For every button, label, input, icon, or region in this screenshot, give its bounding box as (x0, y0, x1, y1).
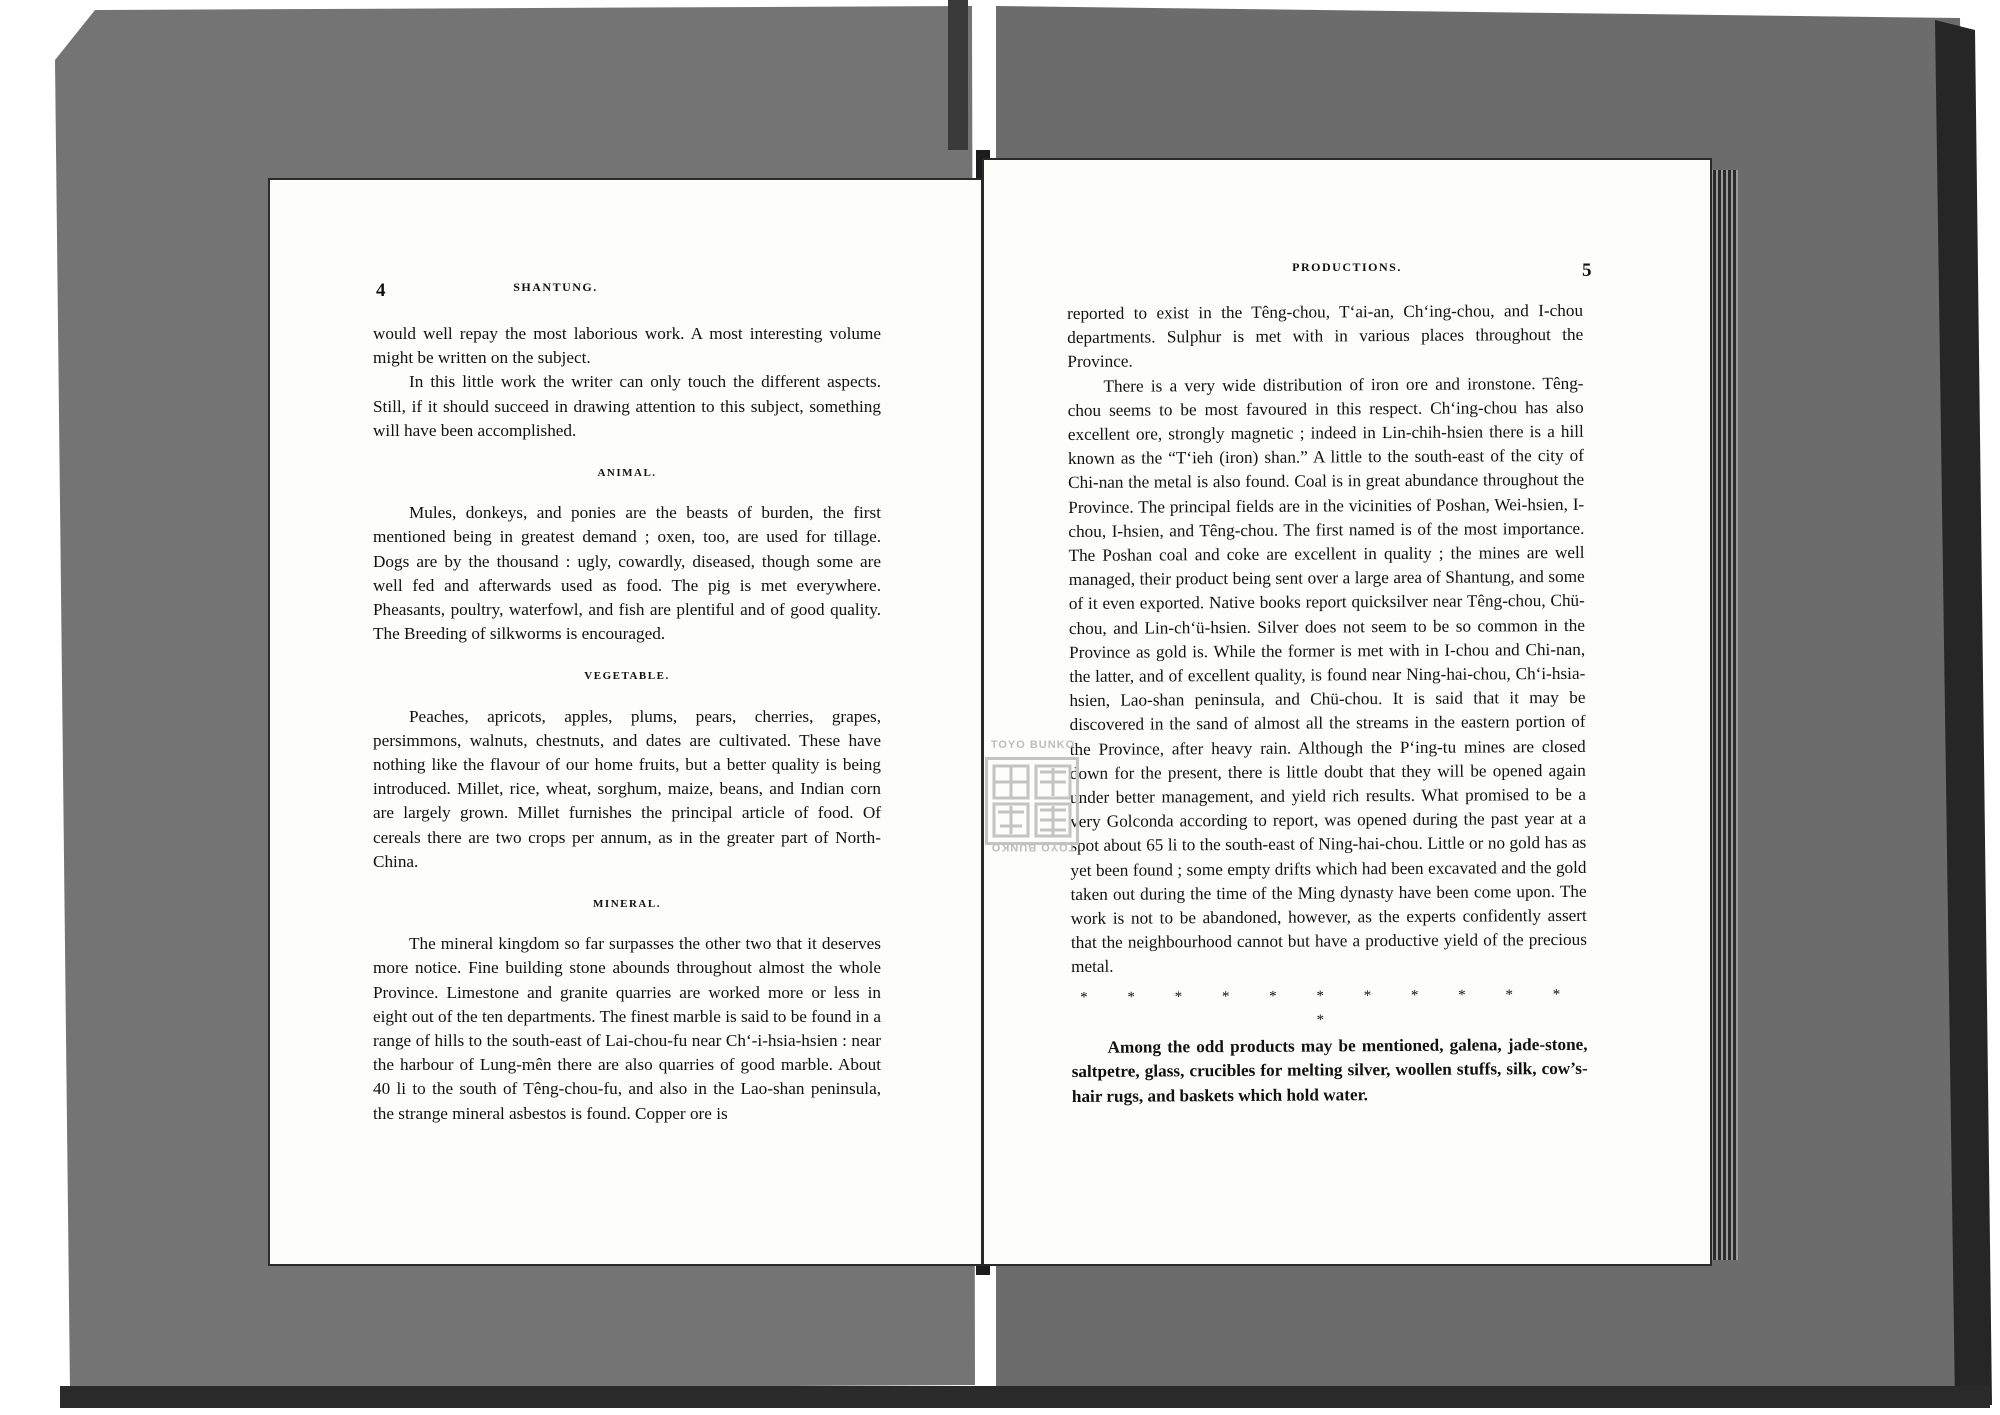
left-page-header (268, 280, 983, 304)
left-page-body (373, 322, 881, 1126)
page-edges (1708, 170, 1738, 1260)
paragraph: In this little work the writer can only touch the different aspects. Still, if it should succeed in drawing attention to this subject, something will have been accomplished. (373, 372, 881, 440)
right-page-body (1067, 299, 1588, 1109)
seal-glyphs-icon (988, 760, 1076, 842)
right-page-number: 5 (1582, 260, 1592, 281)
left-running-head: SHANTUNG. (513, 280, 598, 294)
left-page-number: 4 (376, 280, 386, 301)
section-heading-mineral: MINERAL. (593, 898, 661, 911)
paragraph: would well repay the most laborious work. A most interesting volume might be written on the subject. (373, 324, 881, 368)
section-break-stars: * * * * * * * * * * * * (1080, 986, 1579, 1029)
section-heading-vegetable: VEGETABLE. (584, 670, 670, 683)
stamp-label-bottom: TOYO BUNKO (990, 841, 1076, 853)
paragraph-mineral: The mineral kingdom so far surpasses the other two that it deserves more notice. Fine building stone abounds throughout almost the whole Province. Limestone and granite quarries are worked more or less in eight out of the ten departments. The finest marble is said to be found in a range of hills to the south-east of Lai-chou-fu near Ch‘-i-hsia-hsien : near the harbour of Lung-mên there are also quarries of good marble. About 40 li to the south of Têng-chou-fu, and also in the Lao-shan peninsula, the strange mineral asbestos is found. Copper ore is (373, 934, 881, 1123)
paragraph-vegetable: Peaches, apricots, apples, plums, pears, cherries, grapes, persimmons, walnuts, chestnuts, and dates are cultivated. These have nothing like the flavour of our home fruits, but a better quality is being introduced. Millet, rice, wheat, sorghum, maize, beans, and Indian corn are largely grown. Millet furnishes the principal article of food. Of cereals there are two crops per annum, as in the greater part of North-China. (373, 706, 881, 871)
section-heading-animal: ANIMAL. (597, 467, 657, 480)
bottom-edge-shadow (60, 1386, 1990, 1408)
stamp-label-top: TOYO BUNKO (990, 739, 1076, 751)
paragraph: There is a very wide distribution of iron ore and ironstone. Têng-chou seems to be most favoured in this respect. Ch‘ing-chou has also excellent ore, strongly magnetic ; indeed in Lin-chih-hsien there is a hill known as the “T‘ieh (iron) shan.” A little to the south-east of the city of Chi-nan the metal is also found. Coal is in great abundance throughout the Province. The principal fields are in the vicinities of Poshan, Wei-hsien, I-chou, I-hsien, and Têng-chou. The first named is of the most importance. The Poshan coal and coke are excellent in quality ; the mines are well managed, their product being sent over a large area of Shantung, and some of it even exported. Native books report quicksilver near Têng-chou, Chü-chou, and Lin-ch‘ü-hsien. Silver does not seem to be so common in the Province as gold is. While the former is met with in I-chou and Chi-nan, the latter, and of excellent quality, is found near Ning-hai-chou, Ch‘i-hsia-hsien, Lao-shan peninsula, and Chü-chou. It is said that it may be discovered in the sand of almost all the streams in the eastern portion of the Province, after heavy rain. Although the P‘ing-tu mines are closed down for the present, there is little doubt that they will be opened again under better management, and yield rich results. What promised to be a very Golconda according to report, was opened during the past year at a spot about 65 li to the south-east of Ning-hai-chou. Little or no gold has as yet been found ; some empty drifts which had been excavated and the gold taken out during the time of the Ming dynasty have been come upon. The work is not to be abandoned, however, as the experts confidently assert that the neighbourhood cannot but have a productive yield of the precious metal. (1067, 373, 1587, 977)
paragraph-closing: Among the odd products may be mentioned, galena, jade-stone, saltpetre, glass, crucibles for melting silver, woollen stuffs, silk, cow’s-hair rugs, and baskets which hold water. (1071, 1034, 1588, 1106)
paragraph-animal: Mules, donkeys, and ponies are the beasts of burden, the first mentioned being in greatest demand ; oxen, too, are used for tillage. Dogs are by the thousand : ugly, cowardly, diseased, though some are well fed and afterwards used as food. The pig is met everywhere. Pheasants, poultry, waterfowl, and fish are plentiful and of good quality. The Breeding of silkworms is encouraged. (373, 503, 881, 644)
library-stamp (973, 735, 1093, 855)
paragraph: reported to exist in the Têng-chou, T‘ai-an, Ch‘ing-chou, and I-chou departments. Sulphur is met with in various places throughout the Province. (1067, 300, 1584, 372)
right-running-head: PRODUCTIONS. (1292, 260, 1402, 274)
right-page-header (982, 260, 1712, 284)
stamp-seal (985, 757, 1079, 845)
spine-top (948, 0, 968, 150)
right-page (982, 158, 1712, 1266)
left-page (268, 178, 983, 1266)
